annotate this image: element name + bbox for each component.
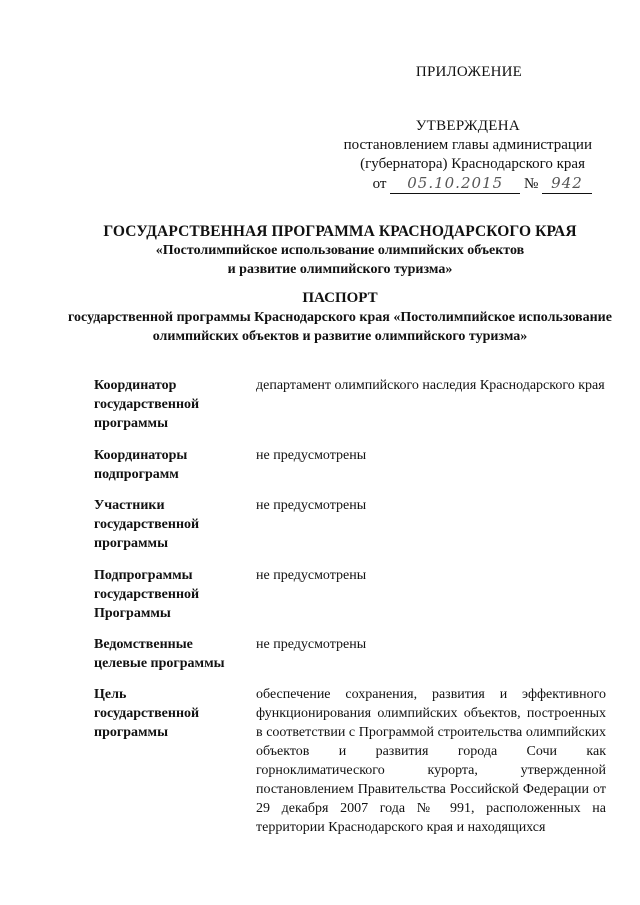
row-value: не предусмотрены (256, 448, 367, 463)
row-value: обеспечение сохранения, развития и эффективного функционирования олимпийских объектов, построенных в соответствии с Программой строительства олимпийских объектов и развития города Сочи как горноклиматического курорта, утвержденной постановлением Правительства Российской Федерации от 29 декабря 2007 года № 991, расположенных на территории Краснодарского края и находящихся (256, 687, 606, 835)
passport-heading (60, 289, 620, 346)
number-prefix: № (523, 176, 539, 192)
row-value: не предусмотрены (256, 637, 367, 652)
row-value: не предусмотрены (256, 568, 367, 583)
approved-line-2: (губернатора) Краснодарского края (360, 156, 585, 172)
program-title (60, 222, 620, 279)
row-label: Цель государственной программы (94, 687, 200, 740)
passport-line-2: «Постолимпийское использование олимпийских объектов (152, 310, 612, 344)
date-prefix: от (372, 176, 387, 192)
passport-line-3: и развитие олимпийского туризма» (302, 329, 528, 344)
row-label: Участники государственной программы (94, 498, 200, 551)
row-label: Координаторы подпрограмм (94, 448, 188, 482)
program-title-line-1: ГОСУДАРСТВЕННАЯ ПРОГРАММА КРАСНОДАРСКОГО КРАЯ (103, 223, 577, 240)
row-label: Координатор государственной программы (94, 378, 200, 431)
passport-title: ПАСПОРТ (302, 290, 378, 306)
row-label: Ведомственные целевые программы (94, 637, 225, 671)
row-label: Подпрограммы государственной Программы (94, 568, 200, 621)
row-value: не предусмотрены (256, 498, 367, 513)
approval-date-line (320, 174, 592, 194)
program-title-line-2: «Постолимпийское использование олимпийских объектов (155, 243, 525, 258)
approval-block (320, 117, 592, 194)
handwritten-number: 942 (542, 174, 592, 194)
handwritten-date: 05.10.2015 (390, 174, 520, 194)
appendix-label: ПРИЛОЖЕНИЕ (415, 64, 522, 80)
passport-line-1: государственной программы Краснодарского края (68, 310, 390, 325)
approved-title: УТВЕРЖДЕНА (415, 118, 520, 134)
row-value: департамент олимпийского наследия Краснодарского края (256, 378, 605, 393)
program-title-line-3: и развитие олимпийского туризма» (227, 262, 453, 277)
approved-line-1: постановлением главы администрации (343, 137, 592, 153)
